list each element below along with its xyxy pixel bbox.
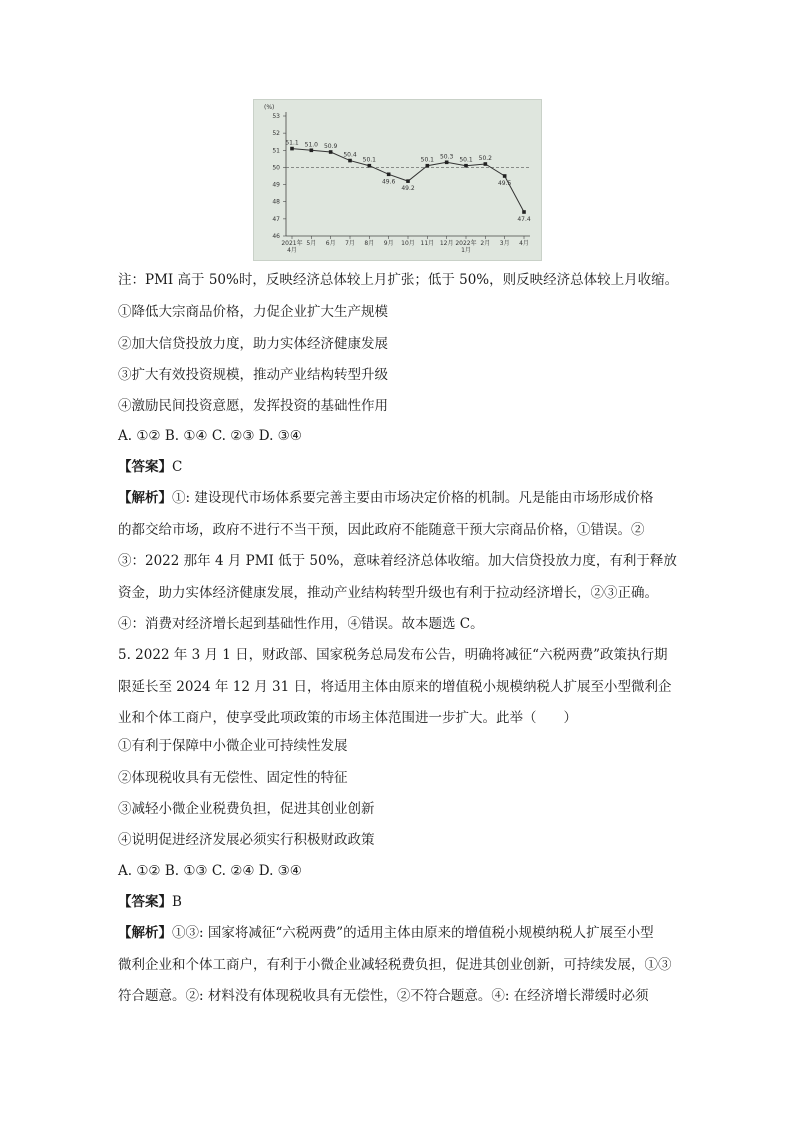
data-label: 49.2 — [401, 185, 415, 193]
q5-choices: A. ①② B. ①③ C. ②④ D. ③④ — [118, 863, 302, 879]
x-tick-label: 10月 — [401, 240, 415, 247]
x-tick-label: 5月 — [306, 240, 317, 247]
analysis-line: 微利企业和个体工商户，有利于小微企业减轻税费负担，促进其创业创新，可持续发展，①③ — [118, 956, 672, 973]
q5-option-3: ③减轻小微企业税费负担，促进其创业创新 — [118, 801, 375, 817]
analysis-tag: 【解析】 — [118, 490, 172, 506]
y-tick-label: 52 — [272, 130, 280, 138]
pmi-line-chart — [254, 100, 541, 260]
data-label: 50.4 — [343, 151, 357, 159]
answer-tag: 【答案】 — [118, 459, 172, 475]
data-label: 49.6 — [381, 178, 396, 186]
answer-value: C — [172, 459, 183, 475]
q4-analysis — [118, 483, 688, 641]
data-label: 49.5 — [497, 180, 512, 187]
analysis-line: 的都交给市场，政府不进行不当干预，因此政府不能随意干预大宗商品价格，①错误。② — [118, 521, 645, 538]
q5-analysis — [118, 918, 688, 1013]
q4-choices: A. ①② B. ①④ C. ②③ D. ③④ — [118, 428, 302, 444]
y-tick-label: 46 — [272, 233, 280, 240]
q4-option-2: ②加大信贷投放力度，助力实体经济健康发展 — [118, 336, 388, 352]
analysis-line: 资金，助力实体经济健康发展，推动产业结构转型升级也有利于拉动经济增长，②③正确。 — [118, 584, 658, 601]
data-label: 51.1 — [285, 139, 299, 147]
data-point — [503, 174, 507, 178]
y-tick-label: 48 — [272, 198, 280, 206]
x-tick-label: 7月 — [345, 240, 355, 247]
data-label: 50.1 — [420, 156, 435, 164]
y-tick-label: 47 — [272, 215, 280, 223]
analysis-tag: 【解析】 — [118, 925, 172, 941]
answer-value: B — [172, 894, 182, 910]
x-tick-label: 9月 — [383, 240, 394, 247]
x-tick-label: 3月 — [499, 240, 510, 247]
data-label: 50.9 — [323, 143, 338, 150]
q4-answer — [118, 457, 182, 477]
q5-answer — [118, 892, 182, 912]
q4-option-4: ④激励民间投资意愿，发挥投资的基础性作用 — [118, 398, 388, 414]
data-label: 47.4 — [517, 216, 531, 223]
x-tick-label: 8月 — [364, 240, 375, 247]
data-label: 50.1 — [459, 156, 473, 164]
analysis-text: ①③: 国家将减征“六税两费”的适用主体由原来的增值税小规模纳税人扩展至小型 — [172, 925, 654, 941]
y-tick-label: 53 — [272, 113, 280, 120]
x-tick-label: 2022年 — [455, 240, 477, 247]
data-point — [348, 159, 352, 163]
analysis-text: ①: 建设现代市场体系要完善主要由市场决定价格的机制。凡是能由市场形成价格 — [172, 490, 654, 506]
q5-option-2: ②体现税收具有无偿性、固定性的特征 — [118, 770, 348, 786]
q5-stem — [118, 640, 688, 735]
data-label: 50.3 — [439, 153, 454, 161]
x-tick-label: 4月 — [287, 247, 297, 254]
data-label: 50.2 — [478, 155, 493, 162]
data-point — [445, 160, 449, 164]
stem-line: 限延长至 2024 年 12 月 31 日，将适用主体由原来的增值税小规模纳税人扩展至小型微利企 — [118, 678, 672, 695]
answer-tag: 【答案】 — [118, 894, 172, 910]
q4-option-3: ③扩大有效投资规模，推动产业结构转型升级 — [118, 367, 388, 383]
data-label: 50.1 — [362, 156, 377, 164]
analysis-line — [118, 483, 688, 515]
data-point — [290, 147, 294, 151]
data-point — [387, 172, 391, 176]
data-label: 51.0 — [304, 141, 319, 149]
data-point — [406, 179, 410, 183]
y-axis-label: (%) — [264, 104, 275, 111]
data-point — [464, 164, 468, 168]
stem-line: 业和个体工商户，使享受此项政策的市场主体范围进一步扩大。此举（ ） — [118, 710, 577, 726]
q5-option-1: ①有利于保障中小微企业可持续性发展 — [118, 738, 348, 754]
q4-option-1: ①降低大宗商品价格，力促企业扩大生产规模 — [118, 304, 388, 320]
data-point — [329, 150, 333, 154]
x-tick-label: 12月 — [439, 240, 454, 247]
y-tick-label: 49 — [272, 181, 280, 189]
x-tick-label: 6月 — [325, 240, 336, 247]
x-tick-label: 2月 — [480, 240, 491, 247]
y-tick-label: 51 — [272, 147, 280, 155]
stem-line: 5. 2022 年 3 月 1 日，财政部、国家税务总局发布公告，明确将减征“六税两费”政策执行期 — [118, 647, 668, 663]
x-tick-label: 4月 — [519, 240, 529, 247]
y-tick-label: 50 — [272, 164, 280, 172]
data-point — [522, 210, 526, 214]
analysis-line: ③：2022 那年 4 月 PMI 低于 50%，意味着经济总体收缩。加大信贷投放力度，有利于释放 — [118, 553, 677, 569]
x-tick-label: 1月 — [461, 247, 471, 254]
analysis-line: 符合题意。②: 材料没有体现税收具有无偿性，②不符合题意。④: 在经济增长滞缓时必须 — [118, 988, 649, 1004]
data-point — [484, 162, 488, 166]
analysis-line: ④：消费对经济增长起到基础性作用，④错误。故本题选 C。 — [118, 616, 484, 632]
data-point — [426, 164, 430, 168]
data-point — [368, 164, 372, 168]
analysis-line — [118, 918, 688, 950]
q5-option-4: ④说明促进经济发展必须实行积极财政政策 — [118, 832, 375, 848]
pmi-chart — [253, 99, 542, 261]
x-tick-label: 11月 — [420, 240, 435, 247]
x-tick-label: 2021年 — [281, 240, 303, 247]
chart-note: 注：PMI 高于 50%时，反映经济总体较上月扩张；低于 50%，则反映经济总体较上月收缩。 — [118, 272, 679, 288]
data-point — [310, 148, 314, 152]
